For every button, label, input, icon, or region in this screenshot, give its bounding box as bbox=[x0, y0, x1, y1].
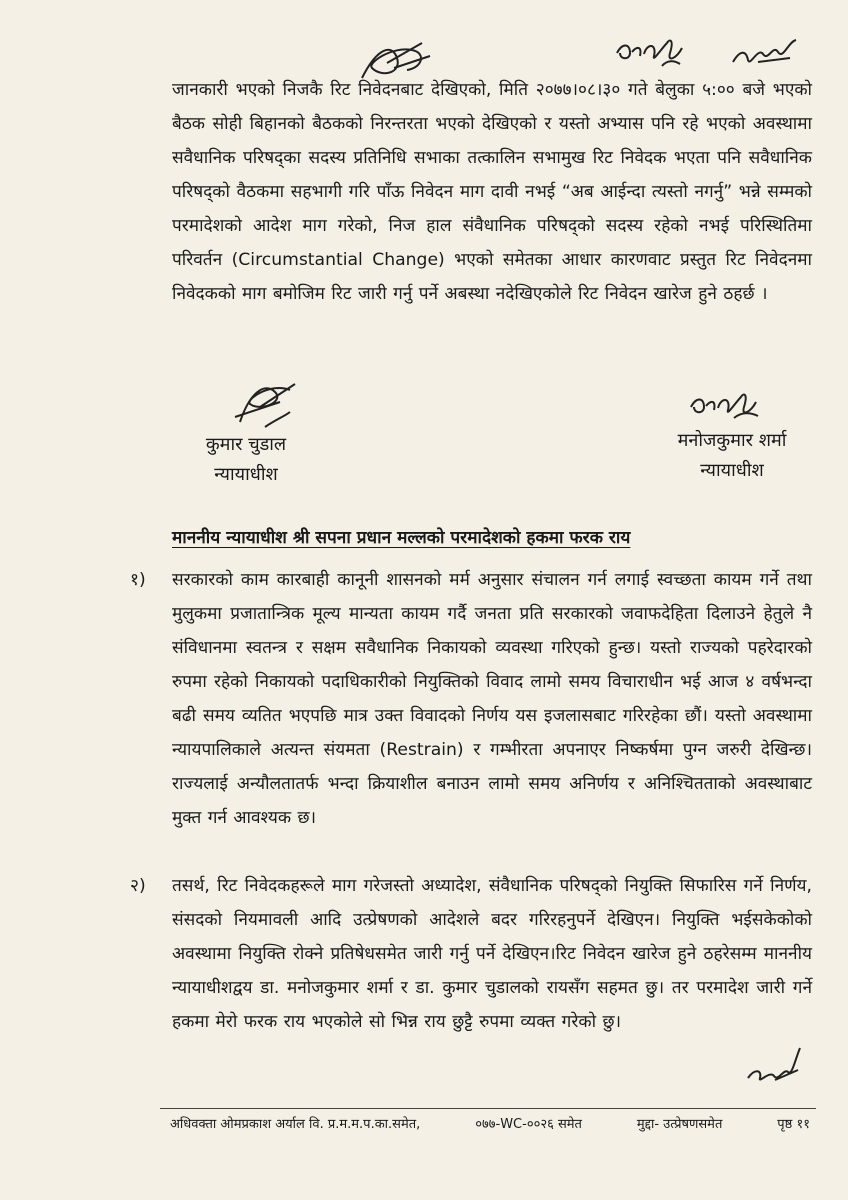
judge-right-block bbox=[662, 426, 802, 486]
signature-top-right bbox=[728, 32, 808, 77]
footer-divider bbox=[160, 1108, 816, 1109]
section-heading: माननीय न्यायाधीश श्री सपना प्रधान मल्लको परमादेशको हकमा फरक राय bbox=[172, 528, 631, 548]
point-1-text: सरकारको काम कारबाही कानूनी शासनको मर्म अनुसार संचालन गर्न लगाई स्वच्छता कायम गर्ने तथा मुलुकमा प्रजातान्त्रिक मूल्य मान्यता कायम गर्दै जनता प्रति सरकारको जवाफदेहिता दिलाउने हेतुले नै संविधानमा स्वतन्त्र र सक्षम सवैधानिक निकायको व्यवस्था गरिएको हुन्छ। यस्तो राज्यको पहरेदारको रुपमा रहेको निकायको पदाधिकारीको नियुक्तिको विवाद लामो समय विचाराधीन भई आज ४ वर्षभन्दा बढी समय व्यतित भएपछि मात्र उक्त विवादको निर्णय यस इजलासबाट गरिरहेका छौं। यस्तो अवस्थामा न्यायपालिकाले अत्यन्त संयमता (Restrain) र गम्भीरता अपनाएर निष्कर्षमा पुग्न जरुरी देखिन्छ। राज्यलाई अन्यौलतातर्फ भन्दा क्रियाशील बनाउन लामो समय अनिर्णय र अनिश्चितताको अवस्थाबाट मुक्त गर्न आवश्यक छ। bbox=[172, 570, 812, 828]
signature-bottom-right bbox=[740, 1040, 810, 1090]
point-2-text: तसर्थ, रिट निवेदकहरूले माग गरेजस्तो अध्यादेश, संवैधानिक परिषद्को नियुक्ति सिफारिस गर्ने निर्णय, संसदको नियमावली आदि उत्प्रेषणको आदेशले बदर गरिरहनुपर्ने देखिएन। नियुक्ति भईसकेकोको अवस्थामा नियुक्ति रोक्ने प्रतिषेधसमेत जारी गर्नु पर्ने देखिएन।रिट निवेदन खारेज हुने ठहरेसम्म माननीय न्यायाधीशद्वय डा. मनोजकुमार शर्मा र डा. कुमार चुडालको रायसँग सहमत छु। तर परमादेश जारी गर्ने हकमा मेरो फरक राय भएकोले सो भिन्न राय छुट्टै रुपमा व्यक्त गरेको छु। bbox=[172, 876, 812, 1032]
footer bbox=[170, 1114, 810, 1132]
footer-case-number: ०७७-WC-००२६ समेत bbox=[475, 1117, 582, 1132]
point-2-number: २) bbox=[130, 876, 146, 896]
judge-left-title: न्यायाधीश bbox=[214, 464, 278, 485]
body-paragraph: जानकारी भएको निजकै रिट निवेदनबाट देखिएको, मिति २०७७।०८।३० गते बेलुका ५:०० बजे भएको बैठक सोही बिहानको बैठकको निरन्तरता भएको देखिएको र यस्तो अभ्यास पनि रहे भएको अवस्थामा सवैधानिक परिषद्का सदस्य प्रतिनिधि सभाका तत्कालिन सभामुख रिट निवेदक भएता पनि सवैधानिक परिषद्को वैठकमा सहभागी गरि पाँऊ निवेदन माग दावी नभई “अब आईन्दा त्यस्तो नगर्नु” भन्ने सम्मको परमादेशको आदेश माग गरेको, निज हाल संवैधानिक परिषद्को सदस्य रहेको नभई परिस्थितिमा परिवर्तन (Circumstantial Change) भएको समेतका आधार कारणवाट प्रस्तुत रिट निवेदनमा निवेदकको माग बमोजिम रिट जारी गर्नु पर्ने अबस्था नदेखिएकोले रिट निवेदन खारेज हुने ठहर्छ । bbox=[172, 80, 812, 304]
point-1-number: १) bbox=[130, 570, 146, 590]
footer-page-number: पृष्ठ ११ bbox=[777, 1117, 810, 1132]
judge-left-name: कुमार चुडाल bbox=[205, 434, 287, 455]
signature-judge-right bbox=[686, 382, 766, 427]
footer-party: अधिवक्ता ओमप्रकाश अर्याल वि. प्र.म.म.प.का.समेत, bbox=[170, 1117, 421, 1132]
signature-judge-left bbox=[220, 372, 310, 432]
footer-subject: मुद्दा- उत्प्रेषणसमेत bbox=[636, 1117, 723, 1132]
judge-right-title: न्यायाधीश bbox=[700, 460, 764, 481]
judge-right-name: मनोजकुमार शर्मा bbox=[677, 430, 787, 451]
signature-top-middle bbox=[612, 28, 692, 78]
judge-left-block bbox=[186, 430, 306, 490]
